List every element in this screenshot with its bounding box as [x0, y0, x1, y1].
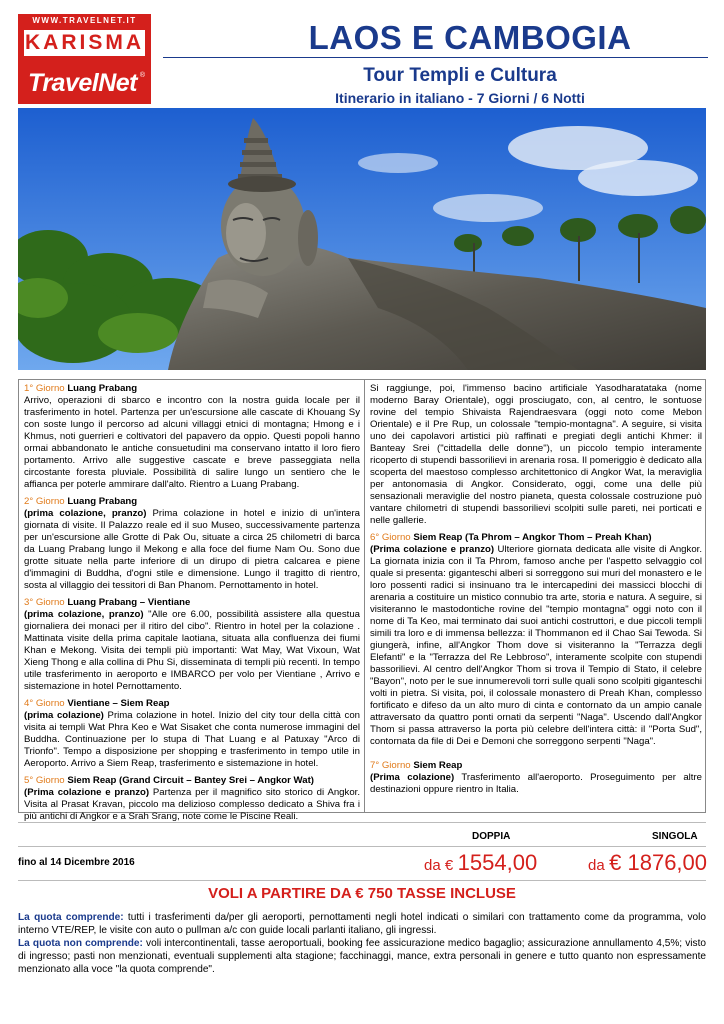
- price-label-divider: [18, 846, 706, 847]
- quota-section: [18, 911, 706, 976]
- itinerary-left-column: [24, 383, 360, 828]
- day-5-meal: (Prima colazione e pranzo): [24, 787, 150, 798]
- day-4-title: Vientiane – Siem Reap: [67, 698, 170, 709]
- quota-comprende-text: tutti i trasferimenti da/per gli aeroporti, pernottamenti negli hotel indicati o similari con trattamento come da programma, volo interno VTE/REP, le visite con auto o pullman a/c con guide locali parlanti italiano, gli ingressi.: [18, 912, 706, 936]
- price-doppia: [424, 850, 537, 876]
- day-3-meal: (prima colazione, pranzo): [24, 609, 144, 620]
- day-1-text: Arrivo, operazioni di sbarco e incontro con la nostra guida locale per il trasferimento in hotel. Partenza per un'escursione alle cascate di Khouang Sy con soste lungo il percorso ad alcuni villaggi etnici di montagna; Hmong e i Khmus, noti guerrieri e coltivatori del papavero da oppio. Questi popoli hanno ormai abbandonato le antiche consuetudini ma conservano intatto il loro fiero portamento. Arrivo alle suggestive cascate e breve passeggiata nella circostante foresta pluviale. Possibilità di salire lungo un sentiero che le affianca per poterle ammirare dall'alto. Rientro a Luang Prabang.: [24, 395, 360, 490]
- day-5-title: Siem Reap (Grand Circuit – Bantey Srei – Angkor Wat): [67, 775, 314, 786]
- day-6-number: 6° Giorno: [370, 532, 411, 543]
- karisma-wordmark: KARISMA: [25, 31, 144, 54]
- logo-url: WWW.TRAVELNET.IT: [32, 16, 137, 25]
- day-7-meal: (Prima colazione): [370, 772, 455, 783]
- day-7-title: Siem Reap: [413, 760, 463, 771]
- day-3: [24, 597, 360, 693]
- karisma-travelnet-logo[interactable]: [18, 14, 151, 104]
- singola-label: SINGOLA: [652, 831, 698, 842]
- day-5: [24, 775, 360, 823]
- day-2-text: Prima colazione in hotel e inizio di un'intera giornata di visite. Il Palazzo reale ed il suo Museo, successivamente partenza per un'escursione alle Grotte di Pak Ou, situate a circa 25 chilometri di barca da Luang Prabang lungo il Mekong e alla foce del fiume Nam Ou. Sono due grotte situate nella parte inferiore di un dirupo di pietra calcarea e piene d'immagini di Buddha, d'ogni stile e dimensione. Lungo il tragitto di rientro, sosta al villaggio dei tessitori di Ban Phanom. Pernottamento in hotel.: [24, 508, 360, 591]
- itinerary-right-column: [370, 383, 702, 801]
- day-6: [370, 532, 702, 748]
- itinerary-box: [18, 379, 706, 822]
- day-3-number: 3° Giorno: [24, 597, 65, 608]
- quota-non-comprende: [18, 937, 706, 976]
- day-4-number: 4° Giorno: [24, 698, 65, 709]
- day-5-continued: [370, 383, 702, 527]
- column-divider: [364, 380, 365, 812]
- day-1: [24, 383, 360, 491]
- registered-mark: ®: [139, 72, 145, 79]
- day-7-text: Trasferimento all'aeroporto. Proseguimento per altre destinazioni oppure rientro in Italia.: [370, 772, 703, 795]
- travelnet-wordmark: TravelNet: [28, 69, 137, 97]
- day-6-title: Siem Reap (Ta Phrom – Angkor Thom – Preah Khan): [413, 532, 652, 543]
- price-singola-value: € 1876,00: [609, 850, 708, 875]
- day-4-meal: (prima colazione): [24, 710, 104, 721]
- hero-image-reclining-buddha: [18, 108, 706, 370]
- day-7: [370, 760, 702, 796]
- validity-date: fino al 14 Dicembre 2016: [18, 857, 135, 868]
- quota-comprende-label: La quota comprende:: [18, 912, 124, 923]
- itinerary-subtitle: Itinerario in italiano - 7 Giorni / 6 Notti: [335, 90, 585, 106]
- price-singola-prefix: da: [588, 857, 605, 874]
- doppia-label: DOPPIA: [472, 831, 511, 842]
- day-2-number: 2° Giorno: [24, 496, 65, 507]
- day-3-title: Luang Prabang – Vientiane: [67, 597, 191, 608]
- quota-non-comprende-text: voli intercontinentali, tasse aeroportuali, booking fee assicurazione medico bagaglio; assicurazione annullamento 4,5%; visto di ingresso; pasti non menzionati, eventuali supplementi alta stagione; facchinaggi, mance, extra personali in genere e tutto quanto non espressamente menzionato alla voce "la quota comprende".: [18, 938, 706, 975]
- day-1-title: Luang Prabang: [67, 383, 138, 394]
- price-singola: [588, 850, 707, 876]
- price-top-divider: [18, 822, 706, 823]
- day-2-meal: (prima colazione, pranzo): [24, 508, 147, 519]
- day-6-text: Ulteriore giornata dedicata alle visite di Angkor. La giornata inizia con il Ta Phrom, famoso anche per l'aspetto selvaggio col quale si presenta: giganteschi alberi si sorreggono sui muri del monastero e le loro possenti radici si insinuano tra le intercapedini dei massicci blocchi di arenaria a costituire un mistico connubio tra arte, storia e natura. A seguire, si visiteranno le mastodontiche rovine del "tempio montagna" oggi noto con il nome di Ta Keo, mai terminato dai suoi antichi costruttori, e due piccoli templi simili tra loro e di immensa bellezza: il Thommanon ed il Chao Sai Tewoda. Si giungerà, infine, all'Angkor Thom dove si visiteranno la "Terrazza degli Elefanti" e la "Terrazza del Re Lebbroso", interamente scolpite con stupendi bassorilievi. Al centro dell'Angkor Thom si trova il Tempio di Stato, il celebre "Bayon", noto per le sue innumerevoli torri sulle quali sono scolpiti giganteschi volti in pietra. Si visita, poi, il colossale monastero di Preah Khan, complesso fortificato e difeso da un alto muro di cinta e contornato da un ampio canale attraversato da quattro ponti ornati da serpenti "Naga". Uscendo dall'Angkor Thom si passa attraverso la porta più celebre dell'intera città: il "Porta Sud", contornata da file di Dei e Demoni che sorreggono serpenti "Naga".: [370, 544, 702, 747]
- day-5-continued-text: Si raggiunge, poi, l'immenso bacino artificiale Yasodharatataka (nome moderno Baray Orientale), oggi prosciugato, con, al centro, le sontuose rovine del tempio Shivaista Rajendraesvara (oggi noto come Mebon Orientale) e il Pre Rup, un colossale "tempio-montagna". A seguire, si visita uno dei capolavori artistici più raffinati e pregiati degli antichi Khmer: il Banteay Srei ("cittadella delle donne"), un piccolo tempio interamente ricoperto di stupendi bassorilievi in arenaria rosa. Il pomeriggio è dedicato alla scoperta del maestoso complesso architettonico di Angkor Wat, la meraviglia per antonomasia di Angkor. Considerato, oggi, come una delle più sensazionali meraviglie del nostro pianeta, questa colossale costruzione può vantare chilometri di stupendi bassorilievi scolpiti sulle pareti, nei porticati e nelle gallerie.: [370, 383, 702, 526]
- price-bottom-divider: [18, 880, 706, 881]
- karisma-wordmark-box: [24, 30, 145, 56]
- day-6-meal: (Prima colazione e pranzo): [370, 544, 495, 555]
- day-2-title: Luang Prabang: [67, 496, 138, 507]
- flights-banner: VOLI A PARTIRE DA € 750 TASSE INCLUSE: [208, 885, 516, 902]
- day-5-text: Partenza per il magnifico sito storico di Angkor. Visita al Prasat Kravan, piccolo ma delizioso complesso dedicato a Shiva fra i più antichi di Angkor e a Srah Srang, note come le Piscine Reali.: [24, 787, 360, 822]
- day-2: [24, 496, 360, 592]
- price-doppia-value: 1554,00: [457, 850, 538, 875]
- quota-comprende: [18, 911, 706, 937]
- day-1-number: 1° Giorno: [24, 383, 65, 394]
- day-3-text: "Alle ore 6.00, possibilità assistere alla questua giornaliera dei monaci per il ritiro del cibo". Rientro in hotel per la colazione . Mattinata visite della prima capitale laotiana, situata alla confluenza dei fiumi Khan e Mekong. Visita dei templi più importanti: Wat May, Wat Vixoun, Wat Xieng Thong e alla collina di Phu Si, disseminata di templi più recenti. In tempo utile trasferimento in aeroporto e IMBARCO per volo per Vientiane , Arrivo e sistemazione in hotel Pernottamento.: [24, 609, 360, 692]
- day-5-number: 5° Giorno: [24, 775, 65, 786]
- day-7-number: 7° Giorno: [370, 760, 411, 771]
- title-underline: [163, 57, 708, 58]
- page-title: LAOS E CAMBOGIA: [308, 19, 632, 56]
- day-4: [24, 698, 360, 770]
- quota-non-comprende-label: La quota non comprende:: [18, 938, 143, 949]
- day-4-text: Prima colazione in hotel. Inizio del city tour della città con visita ai templi Wat Phra Keo e Wat Sisaket che conta numerose immagini del Buddha. Continuazione per lo stupa di That Luang e al Patuxay "Arco di Trionfo". Tempo a disposizione per shopping e trasferimento in tempo utile in Aeroporto. Arrivo a Siem Reap, trasferimento e sistemazione in hotel.: [24, 710, 361, 769]
- tour-subtitle: Tour Templi e Cultura: [363, 65, 557, 86]
- price-doppia-prefix: da €: [424, 857, 454, 874]
